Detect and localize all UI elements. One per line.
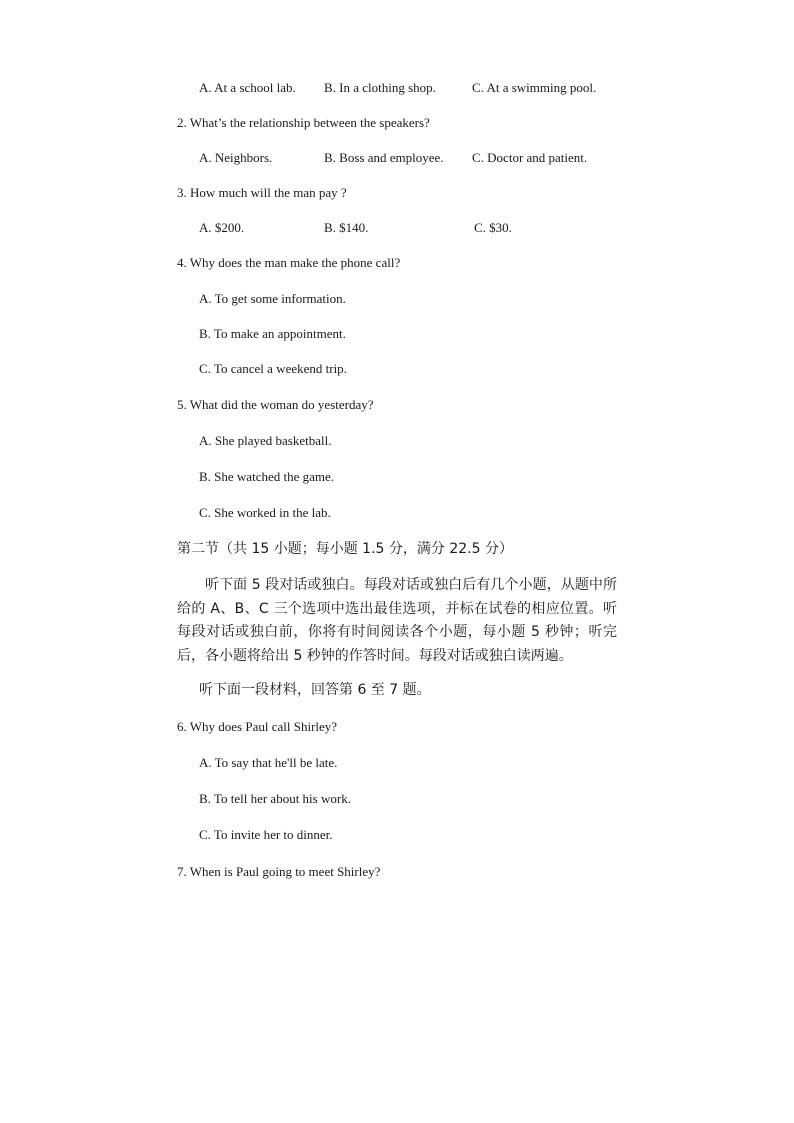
q1-option-c: C. At a swimming pool. — [472, 80, 597, 95]
q2-option-b: B. Boss and employee. — [324, 150, 444, 165]
q2-question: 2. What’s the relationship between the speakers? — [177, 115, 430, 130]
q5-option-a: A. She played basketball. — [199, 433, 332, 448]
q5-option-c: C. She worked in the lab. — [199, 505, 331, 520]
q5-question: 5. What did the woman do yesterday? — [177, 397, 374, 412]
q1-option-a: A. At a school lab. — [199, 80, 296, 95]
q3-option-c: C. $30. — [474, 220, 512, 235]
q7-question: 7. When is Paul going to meet Shirley? — [177, 864, 381, 879]
q1-option-b: B. In a clothing shop. — [324, 80, 436, 95]
q5-option-b: B. She watched the game. — [199, 469, 335, 484]
section-2-instructions: 听下面 5 段对话或独白。每段对话或独白后有几个小题，从题中所给的 A、B、C 三个选项中选出最佳选项，并标在试卷的相应位置。听每段对话或独白前，你将有时间阅读各个小题，每小题 5 秒钟；听完后，各小题将给出 5 秒钟的作答时间。每段对话或独白读两遍。 — [177, 577, 617, 664]
q4-option-a: A. To get some information. — [199, 291, 346, 306]
q2-option-c: C. Doctor and patient. — [472, 150, 588, 165]
q4-question: 4. Why does the man make the phone call? — [177, 255, 401, 270]
q3-option-b: B. $140. — [324, 220, 369, 235]
q4-option-c: C. To cancel a weekend trip. — [199, 361, 347, 376]
q6-option-b: B. To tell her about his work. — [199, 791, 351, 806]
material-note: 听下面一段材料，回答第 6 至 7 题。 — [199, 682, 431, 698]
q6-option-a: A. To say that he'll be late. — [199, 755, 338, 770]
q3-option-a: A. $200. — [199, 220, 245, 235]
q6-question: 6. Why does Paul call Shirley? — [177, 719, 338, 734]
q3-question: 3. How much will the man pay ? — [177, 185, 347, 200]
q4-option-b: B. To make an appointment. — [199, 326, 346, 341]
section-2-heading: 第二节（共 15 小题；每小题 1.5 分，满分 22.5 分） — [177, 541, 513, 557]
q2-option-a: A. Neighbors. — [199, 150, 273, 165]
q6-option-c: C. To invite her to dinner. — [199, 827, 333, 842]
